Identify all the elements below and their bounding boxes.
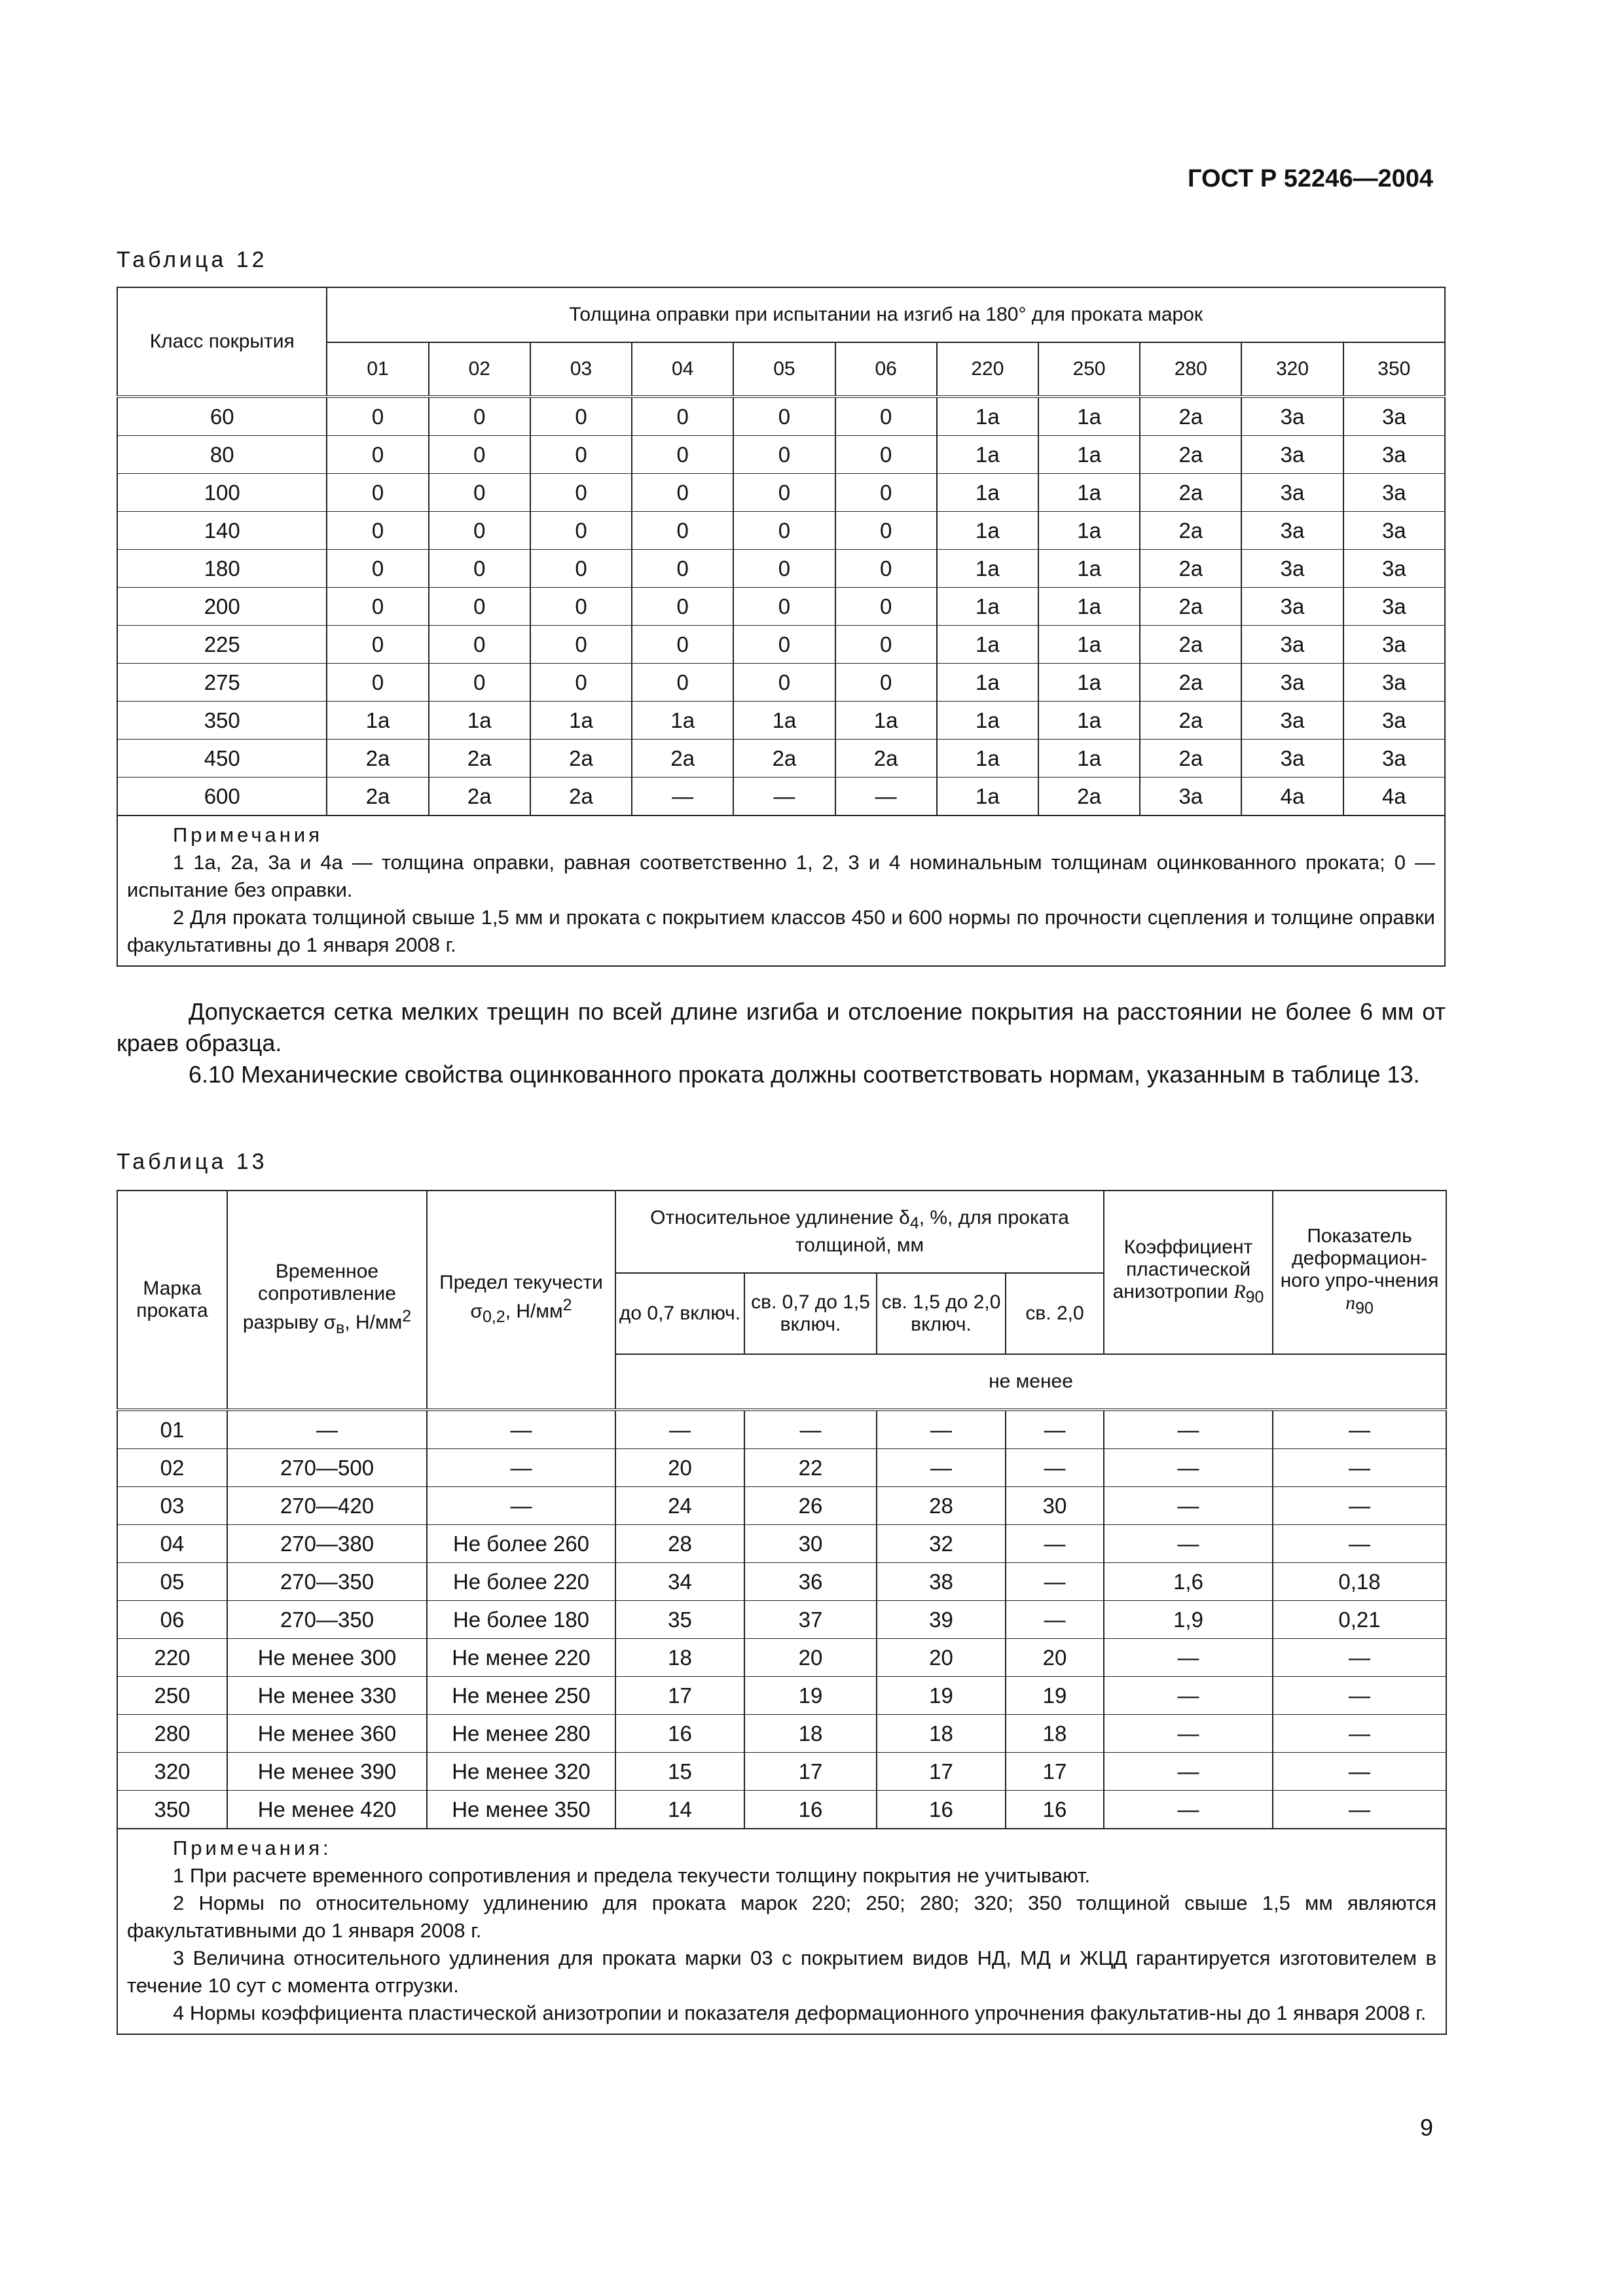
table13-cell: — xyxy=(427,1410,615,1449)
table12-cell: 0 xyxy=(632,626,733,664)
table13-cell: 18 xyxy=(877,1715,1006,1753)
table13-cell: — xyxy=(1006,1449,1104,1487)
table13-col-tensile: Временное сопротивление разрыву $\sigma_в$, $Н/мм^2$ xyxy=(227,1191,427,1410)
table13-col-elongation: Относительное удлинение $\delta_4$, %, для проката толщиной, мм xyxy=(615,1191,1104,1273)
table13-cell: Не менее 390 xyxy=(227,1753,427,1791)
table-row xyxy=(117,1525,1446,1563)
table12-cell: 1а xyxy=(937,626,1038,664)
table13-cell: 270—380 xyxy=(227,1525,427,1563)
table12-cell: 0 xyxy=(733,436,835,474)
table12-cell: 3а xyxy=(1343,512,1445,550)
table13-cell: 1,9 xyxy=(1104,1601,1273,1639)
table13-cell: — xyxy=(427,1487,615,1525)
table13-col-e3: св. 1,5 до 2,0 включ. xyxy=(877,1273,1006,1354)
table13-cell: 20 xyxy=(744,1639,877,1677)
table12-cell: 0 xyxy=(429,474,530,512)
table13-cell: Не более 220 xyxy=(427,1563,615,1601)
table13-cell: — xyxy=(1273,1791,1446,1829)
table12-cell: 0 xyxy=(429,512,530,550)
table13-cell: 16 xyxy=(1006,1791,1104,1829)
table12-cell: 3а xyxy=(1343,626,1445,664)
paragraph-6-10: 6.10 Механические свойства оцинкованного проката должны соответствовать нормам, указанным в таблице 13. xyxy=(189,1061,1420,1088)
table13-grade-cell: 220 xyxy=(117,1639,227,1677)
table12-cell: 1а xyxy=(530,702,632,740)
table-row xyxy=(117,1791,1446,1829)
table12-cell: 0 xyxy=(835,550,937,588)
table13-cell: — xyxy=(1104,1639,1273,1677)
table12-cell: 0 xyxy=(632,474,733,512)
table12-cell: 0 xyxy=(835,474,937,512)
table13-grade-cell: 06 xyxy=(117,1601,227,1639)
table12-cell: 3а xyxy=(1241,436,1343,474)
table-row xyxy=(117,588,1445,626)
table13-cell: — xyxy=(427,1449,615,1487)
table13-grade-cell: 01 xyxy=(117,1410,227,1449)
table12-cell: 2а xyxy=(1140,740,1241,778)
table12-grade-header: 220 xyxy=(937,342,1038,397)
table13-cell: 270—350 xyxy=(227,1601,427,1639)
table13-cell: — xyxy=(1104,1753,1273,1791)
table-row xyxy=(117,1639,1446,1677)
note-item: 2 Для проката толщиной свыше 1,5 мм и проката с покрытием классов 450 и 600 нормы по прочности сцепления и толщине оправки факультативны до 1 января 2008 г. xyxy=(127,906,1435,956)
table13-grade-cell: 250 xyxy=(117,1677,227,1715)
table12-col-class: Класс покрытия xyxy=(117,287,327,397)
table12-cell: 2а xyxy=(835,740,937,778)
table13-cell: — xyxy=(1006,1601,1104,1639)
table13-cell: Не менее 360 xyxy=(227,1715,427,1753)
table12-cell: 0 xyxy=(530,588,632,626)
table13-cell: — xyxy=(1104,1410,1273,1449)
table13-col-r90: Коэффициент пластической анизотропии $R_{90}$ xyxy=(1104,1191,1273,1354)
table-row xyxy=(117,664,1445,702)
table13-col-n90: Показатель деформацион-ного упро-чнения $n_{90}$ xyxy=(1273,1191,1446,1354)
table12-cell: 2а xyxy=(429,740,530,778)
table12-cell: 2а xyxy=(1140,474,1241,512)
table12-cell: 0 xyxy=(632,664,733,702)
table12-cell: 4а xyxy=(1343,778,1445,816)
table12-cell: 0 xyxy=(733,626,835,664)
table12-class-cell: 180 xyxy=(117,550,327,588)
table12-cell: 1а xyxy=(937,512,1038,550)
table12-cell: 2а xyxy=(1038,778,1140,816)
table13-col-yield: Предел текучести $\sigma_{0,2}$, $Н/мм^2$ xyxy=(427,1191,615,1410)
table13-cell: 24 xyxy=(615,1487,744,1525)
table12-cell: 2а xyxy=(327,778,428,816)
table12-cell: 1а xyxy=(1038,664,1140,702)
table12-class-cell: 450 xyxy=(117,740,327,778)
table13-cell: Не менее 320 xyxy=(427,1753,615,1791)
table12-cell: 2а xyxy=(1140,397,1241,436)
table13-col-e4: св. 2,0 xyxy=(1006,1273,1104,1354)
table-row xyxy=(117,474,1445,512)
table12-cell: 0 xyxy=(632,397,733,436)
table-row xyxy=(117,1487,1446,1525)
table13-cell: 30 xyxy=(744,1525,877,1563)
table12-class-cell: 60 xyxy=(117,397,327,436)
notes-title: Примечания xyxy=(173,823,323,846)
table12-cell: 0 xyxy=(530,664,632,702)
table12-cell: 0 xyxy=(530,550,632,588)
table13-cell: — xyxy=(1104,1791,1273,1829)
table13-cell: — xyxy=(1104,1449,1273,1487)
table13-cell: 35 xyxy=(615,1601,744,1639)
table13-col-grade: Марка проката xyxy=(117,1191,227,1410)
table12-grade-header: 05 xyxy=(733,342,835,397)
table12-cell: 1а xyxy=(937,588,1038,626)
table12-cell: 1а xyxy=(1038,474,1140,512)
table12-cell: 0 xyxy=(429,550,530,588)
table13-cell: Не менее 330 xyxy=(227,1677,427,1715)
table13-cell: 37 xyxy=(744,1601,877,1639)
table13-grade-cell: 280 xyxy=(117,1715,227,1753)
table12-cell: 0 xyxy=(327,512,428,550)
table12-cell: 1а xyxy=(937,550,1038,588)
table12-cell: 1а xyxy=(937,702,1038,740)
table12-cell: 0 xyxy=(835,626,937,664)
table13-grade-cell: 350 xyxy=(117,1791,227,1829)
table12-cell: 3а xyxy=(1241,702,1343,740)
table12-cell: 0 xyxy=(835,512,937,550)
table12-cell: 0 xyxy=(632,512,733,550)
table13-cell: 32 xyxy=(877,1525,1006,1563)
table13-cell: Не более 180 xyxy=(427,1601,615,1639)
notes-title: Примечания: xyxy=(173,1837,332,1859)
table13-grade-cell: 02 xyxy=(117,1449,227,1487)
table13-cell: — xyxy=(877,1449,1006,1487)
table12-cell: 0 xyxy=(733,664,835,702)
table12-cell: 0 xyxy=(530,436,632,474)
table13-cell: 38 xyxy=(877,1563,1006,1601)
table12-cell: 0 xyxy=(530,512,632,550)
table13-cell: — xyxy=(1006,1563,1104,1601)
table-row xyxy=(117,1601,1446,1639)
table-row xyxy=(117,1753,1446,1791)
table12-cell: 0 xyxy=(327,588,428,626)
table12-grade-header: 250 xyxy=(1038,342,1140,397)
table-row xyxy=(117,1449,1446,1487)
table12-cell: 0 xyxy=(429,626,530,664)
table12-cell: 0 xyxy=(530,397,632,436)
table12-cell: 2а xyxy=(530,778,632,816)
table12-grade-header: 02 xyxy=(429,342,530,397)
table13-cell: Не более 260 xyxy=(427,1525,615,1563)
table12-cell: 3а xyxy=(1343,664,1445,702)
table13-grade-cell: 03 xyxy=(117,1487,227,1525)
table13-caption: Таблица 13 xyxy=(117,1149,268,1174)
table13-col-e2: св. 0,7 до 1,5 включ. xyxy=(744,1273,877,1354)
table13-cell: — xyxy=(1273,1487,1446,1525)
table12-cell: 1а xyxy=(937,474,1038,512)
table12-cell: 1а xyxy=(1038,550,1140,588)
table13-notes-row xyxy=(117,1829,1446,2034)
table12-cell: 1а xyxy=(835,702,937,740)
table13-cell: — xyxy=(1006,1525,1104,1563)
table12-cell: 0 xyxy=(835,397,937,436)
table12-cell: 0 xyxy=(733,550,835,588)
table12-cell: 0 xyxy=(429,664,530,702)
table12-cell: 0 xyxy=(632,550,733,588)
table13-cell: 1,6 xyxy=(1104,1563,1273,1601)
body-paragraphs xyxy=(117,996,1446,1090)
table-row xyxy=(117,1410,1446,1449)
table13-cell: Не менее 280 xyxy=(427,1715,615,1753)
table12-cell: 1а xyxy=(937,436,1038,474)
table13-cell: 28 xyxy=(877,1487,1006,1525)
table12-cell: 3а xyxy=(1343,397,1445,436)
table12-cell: 2а xyxy=(1140,702,1241,740)
table13-grade-cell: 05 xyxy=(117,1563,227,1601)
table13-cell: 17 xyxy=(877,1753,1006,1791)
table13-cell: 22 xyxy=(744,1449,877,1487)
table12-cell: — xyxy=(632,778,733,816)
table13-cell: Не менее 420 xyxy=(227,1791,427,1829)
table12-cell: 3а xyxy=(1343,740,1445,778)
table12-cell: 2а xyxy=(327,740,428,778)
table12-cell: 0 xyxy=(632,588,733,626)
table12-caption: Таблица 12 xyxy=(117,247,268,272)
table13-grade-cell: 04 xyxy=(117,1525,227,1563)
table13-cell: — xyxy=(1006,1410,1104,1449)
table12-cell: 3а xyxy=(1343,550,1445,588)
table12-cell: 0 xyxy=(327,626,428,664)
table12-cell: 2а xyxy=(1140,436,1241,474)
table12-cell: 1а xyxy=(937,778,1038,816)
table13-cell: — xyxy=(1104,1525,1273,1563)
table13-cell: 20 xyxy=(877,1639,1006,1677)
table13-cell: 16 xyxy=(615,1715,744,1753)
table12-cell: 2а xyxy=(1140,588,1241,626)
table12-grade-header: 04 xyxy=(632,342,733,397)
table13-cell: 34 xyxy=(615,1563,744,1601)
table13-min-label: не менее xyxy=(615,1354,1446,1410)
table12-notes-row xyxy=(117,816,1445,966)
table12-cell: 1а xyxy=(937,397,1038,436)
table13-cell: 16 xyxy=(744,1791,877,1829)
table12-cell: 3а xyxy=(1241,664,1343,702)
table13-cell: 17 xyxy=(744,1753,877,1791)
table12-cell: 1а xyxy=(1038,626,1140,664)
table13-cell: 17 xyxy=(1006,1753,1104,1791)
table12-class-cell: 225 xyxy=(117,626,327,664)
table12-grade-header: 350 xyxy=(1343,342,1445,397)
table12-cell: 4а xyxy=(1241,778,1343,816)
table12 xyxy=(117,287,1446,967)
table12-cell: 2а xyxy=(632,740,733,778)
table12-cell: 1а xyxy=(937,740,1038,778)
table13-cell: 16 xyxy=(877,1791,1006,1829)
table12-cell: 0 xyxy=(327,474,428,512)
table12-class-cell: 140 xyxy=(117,512,327,550)
table12-grade-header: 06 xyxy=(835,342,937,397)
table13-cell: 15 xyxy=(615,1753,744,1791)
paragraph-cracks: Допускается сетка мелких трещин по всей длине изгиба и отслоение покрытия на расстоянии не более 6 мм от краев образца. xyxy=(117,998,1446,1056)
table13-cell: — xyxy=(1104,1715,1273,1753)
table-row xyxy=(117,512,1445,550)
table12-cell: 0 xyxy=(530,474,632,512)
table13-cell: 270—500 xyxy=(227,1449,427,1487)
table12-cell: 0 xyxy=(835,664,937,702)
table13-cell: 30 xyxy=(1006,1487,1104,1525)
table12-class-cell: 350 xyxy=(117,702,327,740)
table13-cell: 0,18 xyxy=(1273,1563,1446,1601)
table12-cell: 3а xyxy=(1343,702,1445,740)
table12-cell: 1а xyxy=(1038,702,1140,740)
table12-cell: 3а xyxy=(1241,550,1343,588)
table-row xyxy=(117,1677,1446,1715)
standard-designation: ГОСТ Р 52246—2004 xyxy=(1188,165,1433,192)
table-row xyxy=(117,1715,1446,1753)
table12-cell: 0 xyxy=(327,436,428,474)
table13-cell: — xyxy=(1273,1410,1446,1449)
table12-cell: 0 xyxy=(429,588,530,626)
table13-cell: 19 xyxy=(744,1677,877,1715)
table13-cell: 18 xyxy=(1006,1715,1104,1753)
table-row xyxy=(117,778,1445,816)
table12-cell: 2а xyxy=(733,740,835,778)
table13-cell: 270—420 xyxy=(227,1487,427,1525)
table12-class-cell: 100 xyxy=(117,474,327,512)
table12-cell: 0 xyxy=(327,664,428,702)
table-row xyxy=(117,397,1445,436)
table12-cell: 1а xyxy=(632,702,733,740)
table13-cell: — xyxy=(1273,1639,1446,1677)
table12-cell: 2а xyxy=(530,740,632,778)
table13-cell: — xyxy=(1273,1677,1446,1715)
table12-cell: 0 xyxy=(429,436,530,474)
table12-cell: 0 xyxy=(733,474,835,512)
table12-cell: 0 xyxy=(835,436,937,474)
table13-cell: 270—350 xyxy=(227,1563,427,1601)
table12-class-cell: 600 xyxy=(117,778,327,816)
table12-cell: 3а xyxy=(1241,474,1343,512)
table12-cell: 1а xyxy=(1038,436,1140,474)
table12-cell: 0 xyxy=(835,588,937,626)
table12-cell: 2а xyxy=(1140,512,1241,550)
table12-cell: 2а xyxy=(1140,626,1241,664)
table13-cell: Не менее 220 xyxy=(427,1639,615,1677)
table12-cell: 3а xyxy=(1241,397,1343,436)
note-item: 4 Нормы коэффициента пластической анизотропии и показателя деформационного упрочнения факультатив-ны до 1 января 2008 г. xyxy=(173,2001,1427,2024)
table13-cell: 28 xyxy=(615,1525,744,1563)
table13-cell: 20 xyxy=(615,1449,744,1487)
table12-cell: 3а xyxy=(1241,626,1343,664)
table12-cell: 1а xyxy=(733,702,835,740)
table12-cell: 2а xyxy=(429,778,530,816)
table13-cell: — xyxy=(615,1410,744,1449)
note-item: 1 1а, 2а, 3а и 4а — толщина оправки, равная соответственно 1, 2, 3 и 4 номинальным толщинам оцинкованного проката; 0 — испытание без оправки. xyxy=(127,851,1435,901)
table13-cell: 19 xyxy=(1006,1677,1104,1715)
table13-cell: Не менее 300 xyxy=(227,1639,427,1677)
table13-cell: 14 xyxy=(615,1791,744,1829)
table12-cell: 3а xyxy=(1140,778,1241,816)
table12-cell: 1а xyxy=(429,702,530,740)
table12-cell: 1а xyxy=(1038,512,1140,550)
table13-cell: — xyxy=(1104,1677,1273,1715)
table13-cell: 26 xyxy=(744,1487,877,1525)
table12-cell: 1а xyxy=(1038,740,1140,778)
table13 xyxy=(117,1190,1447,2035)
table12-cell: 0 xyxy=(632,436,733,474)
table12-cell: 0 xyxy=(733,588,835,626)
table12-cell: 0 xyxy=(530,626,632,664)
table13-cell: 18 xyxy=(615,1639,744,1677)
table12-cell: 3а xyxy=(1343,436,1445,474)
note-item: 1 При расчете временного сопротивления и предела текучести толщину покрытия не учитывают. xyxy=(173,1864,1091,1887)
table13-cell: — xyxy=(227,1410,427,1449)
table12-cell: 1а xyxy=(937,664,1038,702)
table-row xyxy=(117,702,1445,740)
table-row xyxy=(117,626,1445,664)
table12-cell: 1а xyxy=(1038,588,1140,626)
table13-cell: 20 xyxy=(1006,1639,1104,1677)
table12-cell: 3а xyxy=(1241,740,1343,778)
table13-cell: 17 xyxy=(615,1677,744,1715)
table12-cell: — xyxy=(733,778,835,816)
table13-cell: 39 xyxy=(877,1601,1006,1639)
table13-cell: — xyxy=(1273,1753,1446,1791)
table13-cell: — xyxy=(744,1410,877,1449)
table12-cell: 3а xyxy=(1343,474,1445,512)
table12-cell: 2а xyxy=(1140,664,1241,702)
page-number: 9 xyxy=(1419,2114,1433,2141)
table12-class-cell: 200 xyxy=(117,588,327,626)
note-item: 3 Величина относительного удлинения для проката марки 03 с покрытием видов НД, МД и ЖЦД гарантируется изготовителем в течение 10 сут с момента отгрузки. xyxy=(127,1946,1437,1997)
table12-cell: 1а xyxy=(327,702,428,740)
table12-cell: 3а xyxy=(1241,588,1343,626)
table12-notes xyxy=(117,816,1445,966)
table12-cell: 2а xyxy=(1140,550,1241,588)
table13-cell: 19 xyxy=(877,1677,1006,1715)
table-row xyxy=(117,740,1445,778)
table13-cell: — xyxy=(1273,1449,1446,1487)
table12-cell: 0 xyxy=(429,397,530,436)
table12-cell: 3а xyxy=(1343,588,1445,626)
table12-group-header: Толщина оправки при испытании на изгиб на 180° для проката марок xyxy=(327,287,1445,342)
table12-class-cell: 275 xyxy=(117,664,327,702)
table13-cell: — xyxy=(1273,1715,1446,1753)
table12-class-cell: 80 xyxy=(117,436,327,474)
table12-cell: — xyxy=(835,778,937,816)
table13-cell: — xyxy=(1273,1525,1446,1563)
table13-notes xyxy=(117,1829,1446,2034)
table12-cell: 3а xyxy=(1241,512,1343,550)
table13-cell: — xyxy=(877,1410,1006,1449)
table12-cell: 0 xyxy=(327,550,428,588)
table13-col-e1: до 0,7 включ. xyxy=(615,1273,744,1354)
table12-grade-header: 03 xyxy=(530,342,632,397)
table12-grade-header: 01 xyxy=(327,342,428,397)
table-row xyxy=(117,1563,1446,1601)
table-row xyxy=(117,550,1445,588)
table12-cell: 0 xyxy=(733,397,835,436)
note-item: 2 Нормы по относительному удлинению для проката марок 220; 250; 280; 320; 350 толщиной свыше 1,5 мм являются факультативными до 1 января 2008 г. xyxy=(127,1892,1437,1942)
table13-cell: — xyxy=(1104,1487,1273,1525)
table13-cell: Не менее 250 xyxy=(427,1677,615,1715)
table12-cell: 1а xyxy=(1038,397,1140,436)
table13-grade-cell: 320 xyxy=(117,1753,227,1791)
table12-cell: 0 xyxy=(733,512,835,550)
table12-grade-header: 280 xyxy=(1140,342,1241,397)
table12-grade-header: 320 xyxy=(1241,342,1343,397)
table13-cell: 36 xyxy=(744,1563,877,1601)
table-row xyxy=(117,436,1445,474)
table13-cell: Не менее 350 xyxy=(427,1791,615,1829)
table12-cell: 0 xyxy=(327,397,428,436)
table13-cell: 0,21 xyxy=(1273,1601,1446,1639)
table13-cell: 18 xyxy=(744,1715,877,1753)
